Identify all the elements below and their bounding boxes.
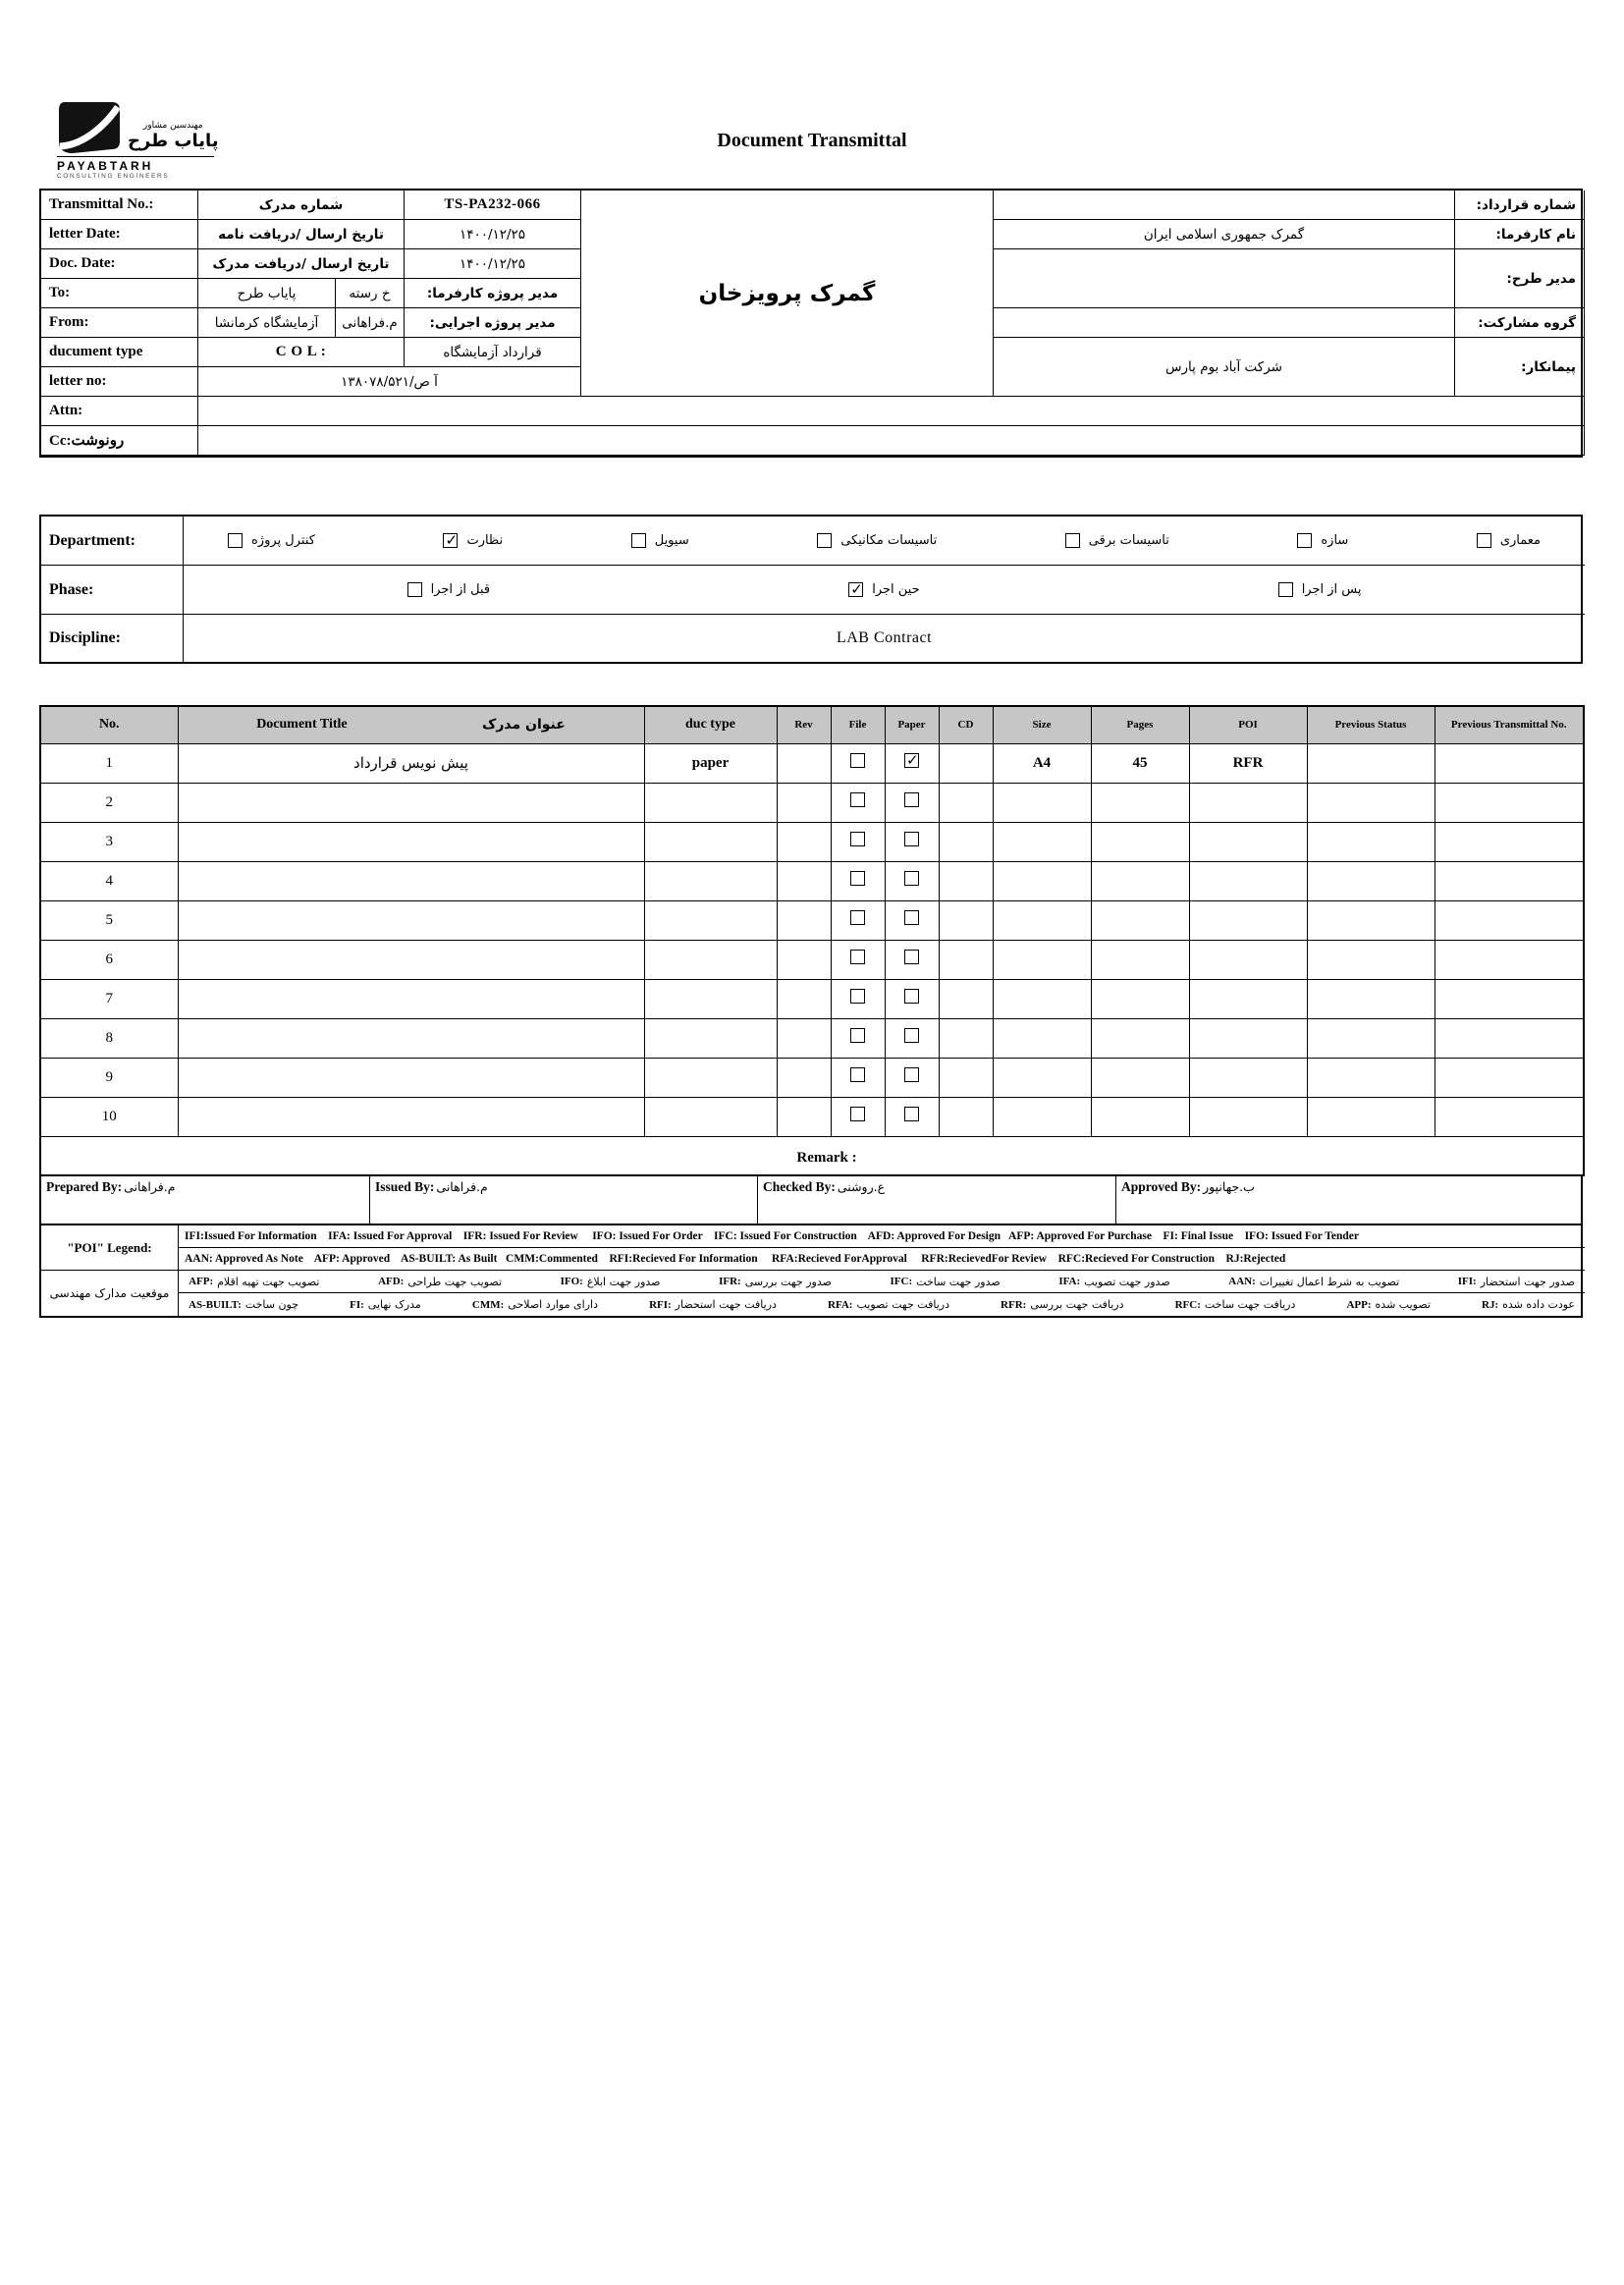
cell-rev bbox=[777, 900, 831, 940]
cell-cd bbox=[939, 1018, 993, 1058]
checked-by-name: ع.روشنی bbox=[837, 1179, 886, 1194]
signature-row bbox=[39, 1176, 1583, 1225]
cell-previous-transmittal bbox=[1435, 1058, 1584, 1097]
col-title bbox=[178, 706, 644, 743]
transmittal-no-label: Transmittal No.: bbox=[41, 190, 198, 220]
cell-poi bbox=[1189, 979, 1307, 1018]
page-title: Document Transmittal bbox=[717, 130, 907, 151]
attn-value bbox=[198, 397, 1585, 426]
legend-item: RFR: دریافت جهت بررسی bbox=[1001, 1298, 1124, 1311]
design-manager-label: مدیر طرح: bbox=[1455, 249, 1585, 308]
checkbox[interactable] bbox=[904, 1107, 919, 1121]
cell-poi bbox=[1189, 1018, 1307, 1058]
cell-pages bbox=[1091, 940, 1189, 979]
col-poi: POI bbox=[1189, 706, 1307, 743]
cell-no: 9 bbox=[40, 1058, 178, 1097]
cell-duc-type bbox=[644, 1097, 777, 1136]
cell-previous-status bbox=[1307, 1018, 1435, 1058]
doc-date-label-fa: تاریخ ارسال /دریافت مدرک bbox=[198, 249, 405, 279]
cell-no: 6 bbox=[40, 940, 178, 979]
cell-duc-type: paper bbox=[644, 743, 777, 783]
col-paper: Paper bbox=[885, 706, 939, 743]
checkbox[interactable] bbox=[904, 753, 919, 768]
checkbox[interactable] bbox=[904, 1028, 919, 1043]
cell-pages bbox=[1091, 1018, 1189, 1058]
cell-cd bbox=[939, 822, 993, 861]
checkbox-option-label: پس از اجرا bbox=[1301, 582, 1362, 597]
cell-rev bbox=[777, 861, 831, 900]
checkbox-option-label: معماری bbox=[1499, 533, 1541, 548]
logo-tagline: مهندسین مشاور bbox=[142, 121, 203, 131]
table-row bbox=[40, 822, 1584, 861]
checkbox[interactable] bbox=[228, 533, 243, 548]
fa-legend-line-2 bbox=[179, 1293, 1585, 1316]
cell-rev bbox=[777, 940, 831, 979]
table-row bbox=[40, 940, 1584, 979]
cc-value bbox=[198, 426, 1585, 456]
checkbox[interactable] bbox=[904, 871, 919, 886]
contractor-label: پیمانکار: bbox=[1455, 338, 1585, 397]
table-row bbox=[40, 1097, 1584, 1136]
cell-size bbox=[993, 1097, 1091, 1136]
table-row bbox=[40, 979, 1584, 1018]
documents-table-header-row bbox=[40, 706, 1584, 743]
checkbox[interactable] bbox=[904, 832, 919, 846]
letter-date-label-fa: تاریخ ارسال /دریافت نامه bbox=[198, 220, 405, 249]
approved-by-box bbox=[1116, 1176, 1585, 1224]
cell-poi bbox=[1189, 900, 1307, 940]
cell-duc-type bbox=[644, 979, 777, 1018]
checkbox-option bbox=[848, 582, 919, 597]
cell-paper bbox=[885, 861, 939, 900]
checkbox[interactable] bbox=[904, 792, 919, 807]
letter-no-value: آ ص/۱۳۸۰۷۸/۵۲۱ bbox=[198, 367, 581, 397]
cell-size bbox=[993, 940, 1091, 979]
cell-file bbox=[831, 900, 885, 940]
cell-document-title bbox=[178, 1058, 644, 1097]
cell-previous-transmittal bbox=[1435, 822, 1584, 861]
checkbox[interactable] bbox=[850, 950, 865, 964]
cell-document-title bbox=[178, 822, 644, 861]
legend-item: IFC: صدور جهت ساخت bbox=[890, 1275, 1001, 1288]
cell-size bbox=[993, 1058, 1091, 1097]
letter-date-label: letter Date: bbox=[41, 220, 198, 249]
cell-previous-status bbox=[1307, 940, 1435, 979]
checkbox[interactable] bbox=[850, 871, 865, 886]
cell-previous-transmittal bbox=[1435, 783, 1584, 822]
cell-previous-status bbox=[1307, 861, 1435, 900]
to-label: To: bbox=[41, 279, 198, 308]
cell-previous-transmittal bbox=[1435, 900, 1584, 940]
checkbox[interactable] bbox=[850, 832, 865, 846]
prepared-by-label: Prepared By: bbox=[46, 1179, 123, 1194]
remark-label: Remark : bbox=[40, 1136, 1584, 1175]
client-pm-label: مدیر پروژه کارفرما: bbox=[405, 279, 581, 308]
cell-poi bbox=[1189, 861, 1307, 900]
checkbox[interactable] bbox=[850, 1107, 865, 1121]
legend-item: IFO: صدور جهت ابلاغ bbox=[560, 1275, 661, 1288]
cell-previous-status bbox=[1307, 979, 1435, 1018]
cell-no: 5 bbox=[40, 900, 178, 940]
checkbox-option bbox=[1278, 582, 1362, 597]
checkbox[interactable] bbox=[850, 989, 865, 1004]
contractor-value: شرکت آباد بوم پارس bbox=[994, 338, 1455, 397]
checkbox-option bbox=[1297, 533, 1348, 548]
partnership-label: گروه مشارکت: bbox=[1455, 308, 1585, 338]
col-duc-type: duc type bbox=[644, 706, 777, 743]
cell-rev bbox=[777, 822, 831, 861]
cell-no: 10 bbox=[40, 1097, 178, 1136]
from-label: From: bbox=[41, 308, 198, 338]
cell-document-title: پیش نویس قرارداد bbox=[178, 743, 644, 783]
col-prev-transmittal: Previous Transmittal No. bbox=[1435, 706, 1584, 743]
legend-table bbox=[39, 1225, 1583, 1318]
cell-no: 8 bbox=[40, 1018, 178, 1058]
cell-document-title bbox=[178, 783, 644, 822]
checkbox[interactable] bbox=[848, 582, 863, 597]
document-type-label: ducument type bbox=[41, 338, 198, 367]
cell-size bbox=[993, 783, 1091, 822]
fa-legend-label: موقعیت مدارک مهندسی bbox=[41, 1271, 179, 1316]
cell-document-title bbox=[178, 900, 644, 940]
discipline-value: LAB Contract bbox=[836, 629, 933, 646]
cell-no: 1 bbox=[40, 743, 178, 783]
legend-item: FI: مدرک نهایی bbox=[350, 1298, 421, 1311]
cell-previous-transmittal bbox=[1435, 940, 1584, 979]
cell-paper bbox=[885, 979, 939, 1018]
cell-previous-transmittal bbox=[1435, 743, 1584, 783]
legend-item: AS-BUILT: چون ساخت bbox=[189, 1298, 299, 1311]
letter-date-value: ۱۴۰۰/۱۲/۲۵ bbox=[405, 220, 581, 249]
cell-cd bbox=[939, 1097, 993, 1136]
department-label: Department: bbox=[41, 517, 184, 566]
cell-poi bbox=[1189, 822, 1307, 861]
logo-subtitle: CONSULTING ENGINEERS bbox=[57, 173, 170, 180]
partnership-value bbox=[994, 308, 1455, 338]
issued-by-box bbox=[370, 1176, 758, 1224]
checkbox-option bbox=[631, 533, 689, 548]
logo-name-en: PAYABTARH bbox=[57, 159, 154, 173]
checkbox[interactable] bbox=[850, 1067, 865, 1082]
cell-size bbox=[993, 900, 1091, 940]
cell-document-title bbox=[178, 940, 644, 979]
poi-legend-line-1: IFI:Issued For Information IFA: Issued For Approval IFR: Issued For Review IFO: Issued For Order IFC: Issued For Construction AFD: Approved For Design AFP: Approved For Purchase FI: Final Issue IFO: Issued For Tender bbox=[179, 1225, 1585, 1248]
cell-paper bbox=[885, 940, 939, 979]
table-row bbox=[40, 861, 1584, 900]
cell-poi bbox=[1189, 1097, 1307, 1136]
issued-by-name: م.فراهانی bbox=[436, 1179, 488, 1194]
contract-no-label: شماره قرارداد: bbox=[1455, 190, 1585, 220]
cell-size bbox=[993, 861, 1091, 900]
cell-duc-type bbox=[644, 940, 777, 979]
cell-file bbox=[831, 1058, 885, 1097]
cell-previous-status bbox=[1307, 1097, 1435, 1136]
exec-pm-label: مدیر پروژه اجرایی: bbox=[405, 308, 581, 338]
client-name-label: نام کارفرما: bbox=[1455, 220, 1585, 249]
legend-item: RFC: دریافت جهت ساخت bbox=[1174, 1298, 1296, 1311]
cell-cd bbox=[939, 783, 993, 822]
cell-rev bbox=[777, 1097, 831, 1136]
cell-previous-transmittal bbox=[1435, 861, 1584, 900]
checkbox-option-label: تاسیسات برقی bbox=[1088, 533, 1169, 548]
checkbox[interactable] bbox=[904, 1067, 919, 1082]
col-title-en: Document Title bbox=[256, 717, 348, 733]
prepared-by-box bbox=[41, 1176, 370, 1224]
prepared-by-name: م.فراهانی bbox=[124, 1179, 176, 1194]
cell-document-title bbox=[178, 1097, 644, 1136]
checkbox[interactable] bbox=[631, 533, 646, 548]
cell-cd bbox=[939, 743, 993, 783]
checkbox[interactable] bbox=[850, 753, 865, 768]
issued-by-label: Issued By: bbox=[375, 1179, 435, 1194]
checkbox[interactable] bbox=[904, 989, 919, 1004]
cell-paper bbox=[885, 743, 939, 783]
poi-legend-label: "POI" Legend: bbox=[41, 1225, 179, 1271]
checkbox[interactable] bbox=[850, 910, 865, 925]
cell-duc-type bbox=[644, 861, 777, 900]
cell-poi bbox=[1189, 1058, 1307, 1097]
checkbox[interactable] bbox=[817, 533, 832, 548]
cell-no: 2 bbox=[40, 783, 178, 822]
cell-paper bbox=[885, 1058, 939, 1097]
transmittal-no-value: TS-PA232-066 bbox=[405, 190, 581, 220]
checkbox-option-label: حین اجرا bbox=[872, 582, 920, 597]
cell-previous-transmittal bbox=[1435, 1018, 1584, 1058]
cell-duc-type bbox=[644, 1018, 777, 1058]
cell-document-title bbox=[178, 979, 644, 1018]
approved-by-name: ب.جهانپور bbox=[1203, 1179, 1255, 1194]
checkbox-option-label: سیویل bbox=[654, 533, 689, 548]
col-title-fa: عنوان مدرک bbox=[481, 717, 566, 734]
cell-previous-status bbox=[1307, 1058, 1435, 1097]
cell-duc-type bbox=[644, 1058, 777, 1097]
department-options bbox=[184, 517, 1585, 566]
cell-previous-status bbox=[1307, 822, 1435, 861]
col-no: No. bbox=[40, 706, 178, 743]
from-value-company: آزمایشگاه کرمانشا bbox=[198, 308, 336, 338]
document-type-label-fa: قرارداد آزمایشگاه bbox=[405, 338, 581, 367]
cell-cd bbox=[939, 861, 993, 900]
documents-section bbox=[39, 705, 1583, 1318]
from-value-person: م.فراهانی bbox=[336, 308, 405, 338]
cc-label: Cc:رونوشت bbox=[41, 426, 198, 456]
cell-paper bbox=[885, 822, 939, 861]
checkbox-option-label: نظارت bbox=[466, 533, 504, 548]
cell-no: 7 bbox=[40, 979, 178, 1018]
table-row bbox=[40, 783, 1584, 822]
cell-cd bbox=[939, 940, 993, 979]
checkbox[interactable] bbox=[407, 582, 422, 597]
cell-size bbox=[993, 1018, 1091, 1058]
legend-item: AFD: تصویب جهت طراحی bbox=[378, 1275, 503, 1288]
cell-paper bbox=[885, 900, 939, 940]
document-type-value: C O L : bbox=[198, 338, 405, 367]
checked-by-box bbox=[758, 1176, 1116, 1224]
cell-previous-transmittal bbox=[1435, 1097, 1584, 1136]
cell-duc-type bbox=[644, 822, 777, 861]
col-file: File bbox=[831, 706, 885, 743]
documents-table bbox=[39, 705, 1585, 1176]
cell-duc-type bbox=[644, 783, 777, 822]
phase-label: Phase: bbox=[41, 566, 184, 615]
cell-file bbox=[831, 743, 885, 783]
checkbox-option bbox=[1477, 533, 1541, 548]
col-cd: CD bbox=[939, 706, 993, 743]
col-prev-status: Previous Status bbox=[1307, 706, 1435, 743]
cell-previous-transmittal bbox=[1435, 979, 1584, 1018]
checkbox-option bbox=[228, 533, 315, 548]
approved-by-label: Approved By: bbox=[1121, 1179, 1202, 1194]
legend-item: IFI: صدور جهت استحضار bbox=[1457, 1275, 1575, 1288]
cell-paper bbox=[885, 1018, 939, 1058]
cell-document-title bbox=[178, 1018, 644, 1058]
table-row bbox=[40, 1058, 1584, 1097]
cell-file bbox=[831, 1097, 885, 1136]
checkbox-option bbox=[817, 533, 937, 548]
cell-file bbox=[831, 940, 885, 979]
cell-file bbox=[831, 822, 885, 861]
department-table bbox=[39, 515, 1583, 664]
cell-no: 4 bbox=[40, 861, 178, 900]
col-pages: Pages bbox=[1091, 706, 1189, 743]
checkbox-option bbox=[443, 533, 503, 548]
legend-item: APP: تصویب شده bbox=[1346, 1298, 1431, 1311]
checkbox[interactable] bbox=[1297, 533, 1312, 548]
checkbox-option-label: تاسیسات مکانیکی bbox=[840, 533, 938, 548]
cell-previous-status bbox=[1307, 783, 1435, 822]
doc-date-label: Doc. Date: bbox=[41, 249, 198, 279]
checked-by-label: Checked By: bbox=[763, 1179, 836, 1194]
checkbox[interactable] bbox=[850, 792, 865, 807]
checkbox-option bbox=[1065, 533, 1169, 548]
letter-no-label: letter no: bbox=[41, 367, 198, 397]
attn-label: Attn: bbox=[41, 397, 198, 426]
cell-size bbox=[993, 822, 1091, 861]
remark-row bbox=[40, 1136, 1584, 1175]
to-value-person: خ رسته bbox=[336, 279, 405, 308]
cell-rev bbox=[777, 1018, 831, 1058]
legend-item: RFA: دریافت جهت تصویب bbox=[828, 1298, 949, 1311]
checkbox[interactable] bbox=[850, 1028, 865, 1043]
cell-cd bbox=[939, 900, 993, 940]
col-size: Size bbox=[993, 706, 1091, 743]
checkbox[interactable] bbox=[1278, 582, 1293, 597]
cell-cd bbox=[939, 1058, 993, 1097]
to-value-company: پایاب طرح bbox=[198, 279, 336, 308]
cell-pages: 45 bbox=[1091, 743, 1189, 783]
cell-document-title bbox=[178, 861, 644, 900]
legend-item: CMM: دارای موارد اصلاحی bbox=[471, 1298, 598, 1311]
cell-duc-type bbox=[644, 900, 777, 940]
cell-file bbox=[831, 1018, 885, 1058]
cell-pages bbox=[1091, 900, 1189, 940]
poi-legend-line-2: AAN: Approved As Note AFP: Approved AS-BUILT: As Built CMM:Commented RFI:Recieved For Information RFA:Recieved ForApproval RFR:RecievedFor Review RFC:Recieved For Construction RJ:Rejected bbox=[179, 1248, 1585, 1271]
cell-rev bbox=[777, 743, 831, 783]
logo-name-fa: پایاب طرح bbox=[128, 131, 219, 151]
doc-date-value: ۱۴۰۰/۱۲/۲۵ bbox=[405, 249, 581, 279]
transmittal-no-label-fa: شماره مدرک bbox=[198, 190, 405, 220]
checkbox[interactable] bbox=[1065, 533, 1080, 548]
logo-divider bbox=[57, 156, 214, 157]
checkbox[interactable] bbox=[443, 533, 458, 548]
cell-size bbox=[993, 979, 1091, 1018]
table-row bbox=[40, 1018, 1584, 1058]
cell-file bbox=[831, 861, 885, 900]
legend-item: IFR: صدور جهت بررسی bbox=[719, 1275, 832, 1288]
cell-previous-status bbox=[1307, 743, 1435, 783]
cell-pages bbox=[1091, 822, 1189, 861]
cell-paper bbox=[885, 783, 939, 822]
cell-poi bbox=[1189, 783, 1307, 822]
legend-item: RFI: دریافت جهت استحضار bbox=[649, 1298, 777, 1311]
checkbox[interactable] bbox=[904, 950, 919, 964]
checkbox-option-label: سازه bbox=[1321, 533, 1349, 548]
cell-poi: RFR bbox=[1189, 743, 1307, 783]
cell-poi bbox=[1189, 940, 1307, 979]
cell-rev bbox=[777, 979, 831, 1018]
legend-item: AAN: تصویب به شرط اعمال تغییرات bbox=[1228, 1275, 1400, 1288]
table-row bbox=[40, 743, 1584, 783]
project-name: گمرک پرویزخان bbox=[581, 190, 994, 397]
col-rev: Rev bbox=[777, 706, 831, 743]
cell-rev bbox=[777, 1058, 831, 1097]
cell-pages bbox=[1091, 1058, 1189, 1097]
table-row bbox=[40, 900, 1584, 940]
cell-pages bbox=[1091, 979, 1189, 1018]
cell-cd bbox=[939, 979, 993, 1018]
client-name-value: گمرک جمهوری اسلامی ایران bbox=[994, 220, 1455, 249]
cell-no: 3 bbox=[40, 822, 178, 861]
checkbox-option-label: کنترل پروژه bbox=[251, 533, 315, 548]
cell-previous-status bbox=[1307, 900, 1435, 940]
cell-file bbox=[831, 783, 885, 822]
cell-pages bbox=[1091, 861, 1189, 900]
cell-pages bbox=[1091, 1097, 1189, 1136]
design-manager-value bbox=[994, 249, 1455, 308]
legend-item: RJ: عودت داده شده bbox=[1482, 1298, 1575, 1311]
fa-legend-line-1 bbox=[179, 1271, 1585, 1293]
cell-size: A4 bbox=[993, 743, 1091, 783]
checkbox-option-label: قبل از اجرا bbox=[430, 582, 491, 597]
cell-file bbox=[831, 979, 885, 1018]
legend-item: AFP: تصویب جهت تهیه اقلام bbox=[189, 1275, 320, 1288]
legend-item: IFA: صدور جهت تصویب bbox=[1058, 1275, 1170, 1288]
phase-options bbox=[184, 566, 1585, 615]
discipline-label: Discipline: bbox=[41, 615, 184, 662]
contract-no-value bbox=[994, 190, 1455, 220]
checkbox-option bbox=[407, 582, 491, 597]
transmittal-header-table bbox=[39, 189, 1583, 458]
cell-paper bbox=[885, 1097, 939, 1136]
cell-pages bbox=[1091, 783, 1189, 822]
cell-rev bbox=[777, 783, 831, 822]
checkbox[interactable] bbox=[1477, 533, 1491, 548]
checkbox[interactable] bbox=[904, 910, 919, 925]
